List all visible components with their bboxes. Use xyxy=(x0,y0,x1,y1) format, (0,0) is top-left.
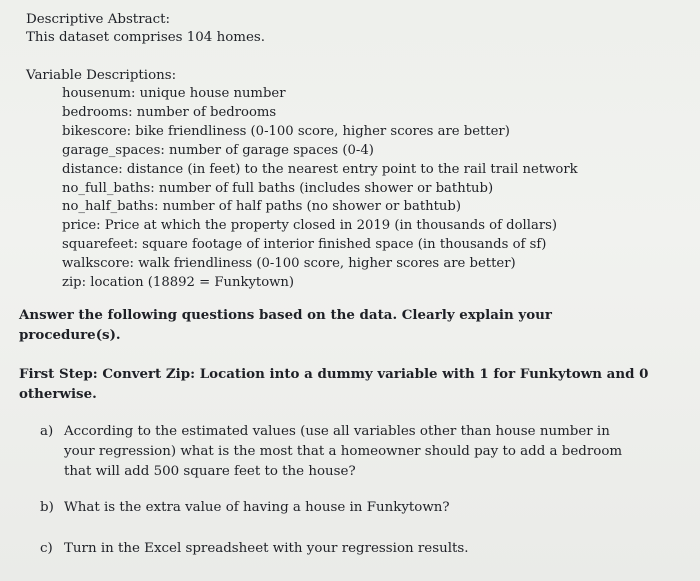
variable-list xyxy=(62,85,578,293)
variables-heading: Variable Descriptions: xyxy=(26,68,177,83)
question-line: your regression) what is the most that a homeowner should pay to add a bedroom xyxy=(64,444,623,459)
variable-item-walkscore: walkscore: walk friendliness (0-100 score, higher scores are better) xyxy=(62,256,516,272)
variable-item-housenum: housenum: unique house number xyxy=(62,86,286,101)
first-step-line-1: First Step: Convert Zip: Location into a dummy variable with 1 for Funkytown and 0 xyxy=(19,366,649,382)
variable-item-bikescore: bikescore: bike friendliness (0-100 score, higher scores are better) xyxy=(62,123,510,139)
variable-item-distance: distance: distance (in feet) to the nearest entry point to the rail trail network xyxy=(62,161,578,177)
question-line: According to the estimated values (use all variables other than house number in xyxy=(64,424,610,439)
question-text xyxy=(64,498,664,518)
question-letter: a) xyxy=(40,424,54,439)
variable-item-bedrooms: bedrooms: number of bedrooms xyxy=(62,104,277,120)
variable-item-garage-spaces: garage_spaces: number of garage spaces (0-4) xyxy=(62,142,374,158)
question-letter: b) xyxy=(40,500,54,515)
variable-item-no-full-baths: no_full_baths: number of full baths (includes shower or bathtub) xyxy=(62,180,494,196)
variable-item-no-half-baths: no_half_baths: number of half paths (no shower or bathtub) xyxy=(62,199,461,215)
variable-item-zip: zip: location (18892 = Funkytown) xyxy=(62,275,295,291)
instructions-line-2: procedure(s). xyxy=(19,327,121,343)
question-line: What is the extra value of having a house in Funkytown? xyxy=(64,500,450,515)
abstract-text: This dataset comprises 104 homes. xyxy=(26,30,266,45)
question-line: Turn in the Excel spreadsheet with your regression results. xyxy=(64,541,469,556)
question-line: that will add 500 square feet to the house? xyxy=(64,464,356,479)
instructions-line-1: Answer the following questions based on the data. Clearly explain your xyxy=(19,307,552,323)
first-step-line-2: otherwise. xyxy=(19,386,97,402)
variable-item-squarefeet: squarefeet: square footage of interior finished space (in thousands of sf) xyxy=(62,237,547,253)
variable-item-price: price: Price at which the property closed in 2019 (in thousands of dollars) xyxy=(62,218,558,234)
abstract-heading: Descriptive Abstract: xyxy=(26,12,170,27)
question-text xyxy=(64,539,664,559)
question-text xyxy=(64,422,664,482)
question-letter: c) xyxy=(40,541,53,556)
